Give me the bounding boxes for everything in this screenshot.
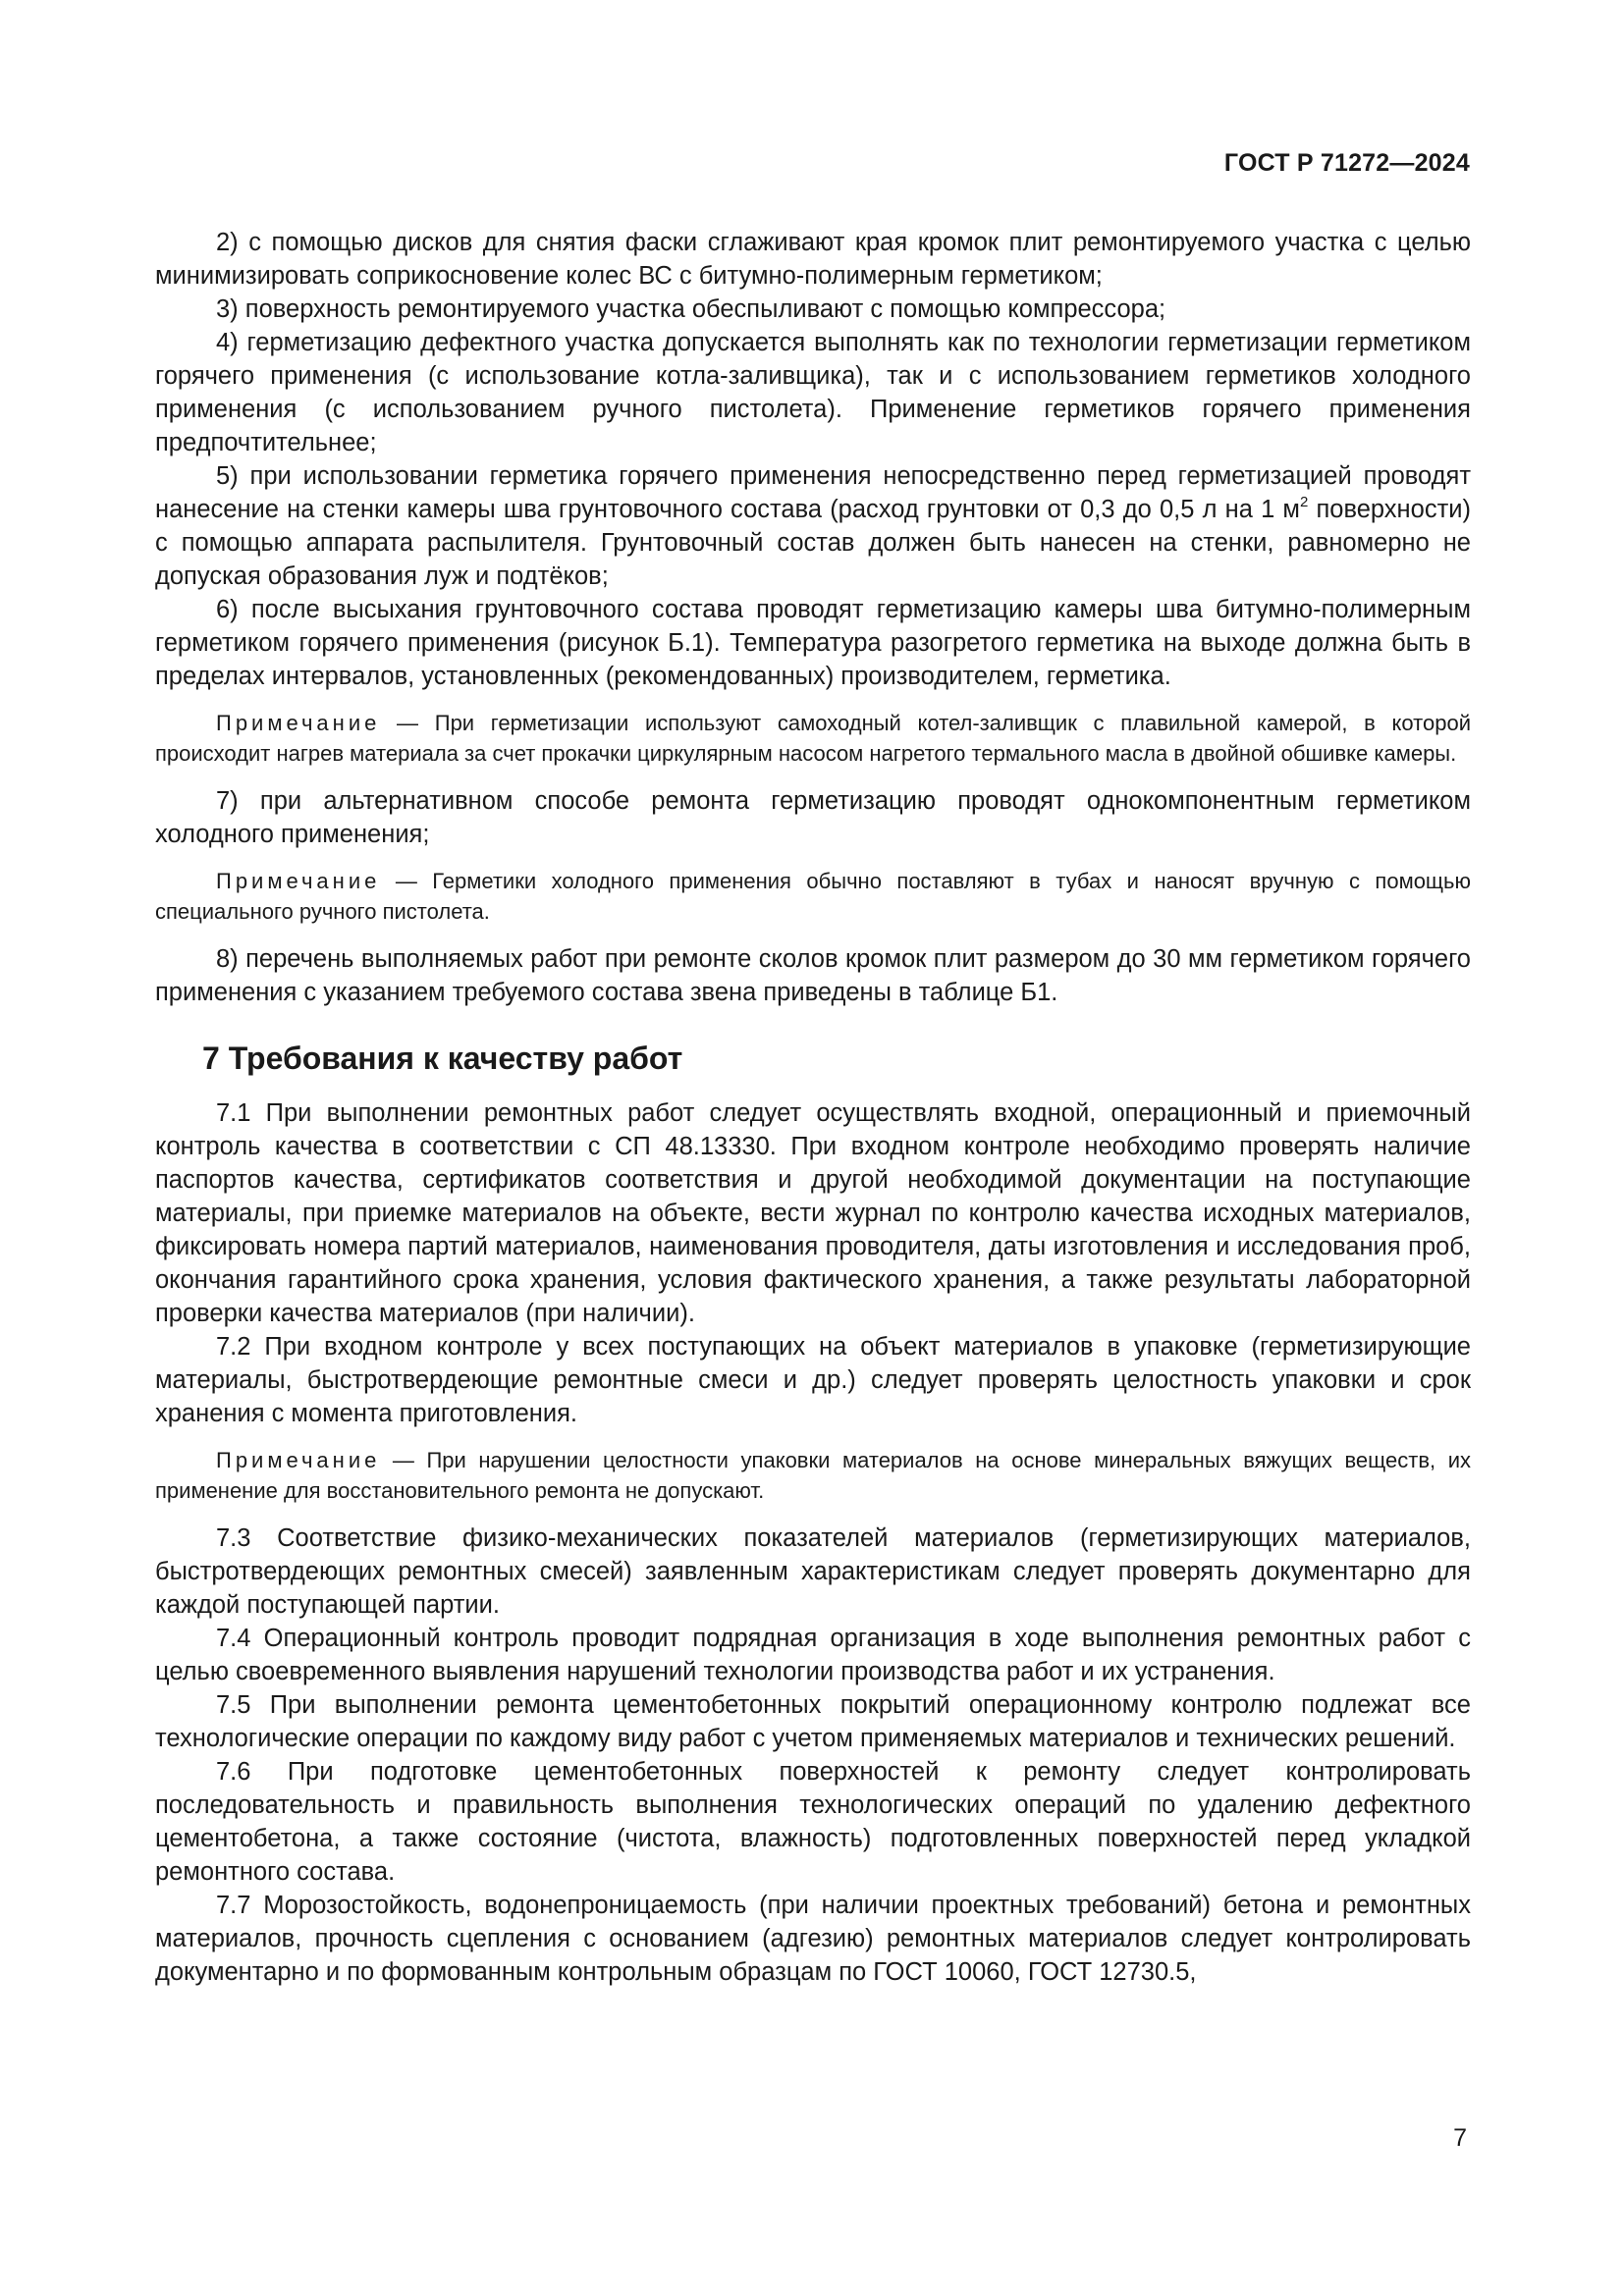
document-header: ГОСТ Р 71272—2024 (1223, 149, 1470, 177)
paragraph-item-7: 7) при альтернативном способе ремонта герметизацию проводят однокомпонентным герметиком холодного применения; (155, 787, 1471, 848)
note-3-text: — При нарушении целостности упаковки материалов на основе минеральных вяжущих веществ, их применение для восстановительного ремонта не допускают. (155, 1448, 1471, 1503)
paragraph-7-6: 7.6 При подготовке цементобетонных поверхностей к ремонту следует контролировать последовательность и правильность выполнения технологических операций по удалению дефектного цементобетона, а также состояние (чистота, влажность) подготовленных поверхностей перед укладкой ремонтного состава. (155, 1758, 1471, 1886)
paragraph-7-7: 7.7 Морозостойкость, водонепроницаемость (при наличии проектных требований) бетона и ремонтных материалов, прочность сцепления с основанием (адгезию) ремонтных материалов следует контролировать документарно и по формованным контрольным образцам по ГОСТ 10060, ГОСТ 12730.5, (155, 1892, 1471, 1986)
paragraph-7-1: 7.1 При выполнении ремонтных работ следует осуществлять входной, операционный и приемочный контроль качества в соответствии с СП 48.13330. При входном контроле необходимо проверять наличие паспортов качества, сертификатов соответствия и другой необходимой документации на поступающие материалы, при приемке материалов на объекте, вести журнал по контролю качества исходных материалов, фиксировать номера партий материалов, наименования проводителя, даты изготовления и исследования проб, окончания гарантийного срока хранения, условия фактического хранения, а также результаты лабораторной проверки качества материалов (при наличии). (155, 1099, 1471, 1327)
note-1 (155, 708, 1471, 769)
paragraph-item-2: 2) с помощью дисков для снятия фаски сглаживают края кромок плит ремонтируемого участка с целью минимизировать соприкосновение колес ВС с битумно-полимерным герметиком; (155, 229, 1471, 290)
paragraph-item-5 (155, 459, 1471, 593)
paragraph-item-3: 3) поверхность ремонтируемого участка обеспыливают с помощью компрессора; (216, 295, 1166, 323)
paragraph-item-8: 8) перечень выполняемых работ при ремонте сколов кромок плит размером до 30 мм герметиком горячего применения с указанием требуемого состава звена приведены в таблице Б1. (155, 945, 1471, 1006)
note-2-text: — Герметики холодного применения обычно поставляют в тубах и наносят вручную с помощью специального ручного пистолета. (155, 869, 1471, 924)
paragraph-item-5-part-a: 5) при использовании герметика горячего применения непосредственно перед герметизацией проводят нанесение на стенки камеры шва грунтовочного состава (расход грунтовки от 0,3 до 0,5 л на 1 м (155, 462, 1471, 523)
paragraph-item-6: 6) после высыхания грунтовочного состава проводят герметизацию камеры шва битумно-полимерным герметиком горячего применения (рисунок Б.1). Температура разогретого герметика на выходе должна быть в пределах интервалов, установленных (рекомендованных) производителем, герметика. (155, 596, 1471, 690)
note-label: Примечание (216, 1448, 381, 1472)
note-3 (155, 1445, 1471, 1506)
paragraph-7-2: 7.2 При входном контроле у всех поступающих на объект материалов в упаковке (герметизирующие материалы, быстротвердеющие ремонтные смеси и др.) следует проверять целостность упаковки и срок хранения с момента приготовления. (155, 1333, 1471, 1427)
paragraph-7-4: 7.4 Операционный контроль проводит подрядная организация в ходе выполнения ремонтных работ с целью своевременного выявления нарушений технологии производства работ и их устранения. (155, 1625, 1471, 1685)
note-label: Примечание (216, 711, 381, 735)
page-number: 7 (1453, 2124, 1467, 2152)
note-1-text: — При герметизации используют самоходный котел-заливщик с плавильной камерой, в которой происходит нагрев материала за счет прокачки циркулярным насосом нагретого термального масла в двойной обшивке камеры. (155, 711, 1471, 766)
note-label: Примечание (216, 869, 381, 893)
note-2 (155, 866, 1471, 927)
paragraph-7-5: 7.5 При выполнении ремонта цементобетонных покрытий операционному контролю подлежат все технологические операции по каждому виду работ с учетом применяемых материалов и технических решений. (155, 1691, 1471, 1752)
document-body (155, 226, 1471, 1989)
section-heading: 7 Требования к качеству работ (202, 1041, 683, 1076)
paragraph-7-3: 7.3 Соответствие физико-механических показателей материалов (герметизирующих материалов, быстротвердеющих ремонтных смесей) заявленным характеристикам следует проверять документарно для каждой поступающей партии. (155, 1524, 1471, 1619)
paragraph-item-4: 4) герметизацию дефектного участка допускается выполнять как по технологии герметизации герметиком горячего применения (с использование котла-заливщика), так и с использованием герметиков холодного применения (с использованием ручного пистолета). Применение герметиков горячего применения предпочтительнее; (155, 329, 1471, 456)
paragraph-item-5-part-b: поверхности) с помощью аппарата распылителя. Грунтовочный состав должен быть нанесен на стенки, равномерно не допуская образования луж и подтёков; (155, 496, 1471, 590)
superscript-2: 2 (1299, 494, 1309, 510)
